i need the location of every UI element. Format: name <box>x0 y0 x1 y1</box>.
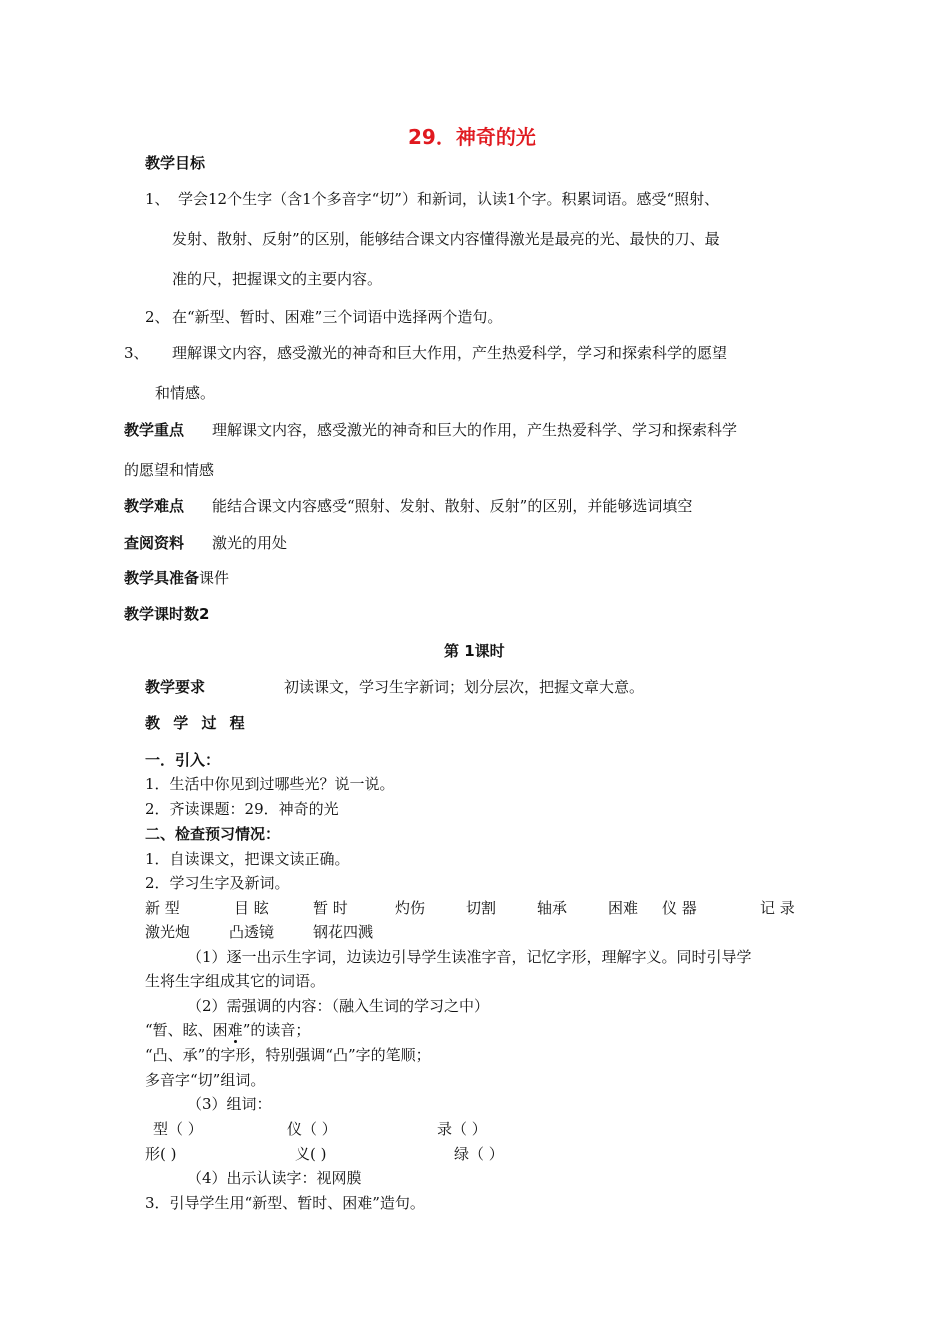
hours-label: 教学课时数 <box>124 605 200 623</box>
word-sparks: 钢花四溅 <box>313 923 374 941</box>
fill-record: 录（ ） <box>437 1120 487 1138</box>
goal-3-line-1: 理解课文内容，感受激光的神奇和巨大作用，产生热爱科学，学习和探索科学的愿望 <box>172 344 728 362</box>
word-cut: 切割 <box>466 899 497 917</box>
difficulty-label: 教学难点 <box>124 497 185 515</box>
key-point-label: 教学重点 <box>124 421 185 439</box>
step-3: （3）组词： <box>187 1095 272 1113</box>
note-1-part-b: ”的读音； <box>242 1021 311 1039</box>
key-point-line-1: 理解课文内容，感受激光的神奇和巨大的作用，产生热爱科学、学习和探索科学 <box>212 421 738 439</box>
fill-shape: 形( ) <box>145 1145 177 1163</box>
fill-instrument: 仪（ ） <box>287 1120 337 1138</box>
goal-2-text: 在“新型、暂时、困难”三个词语中选择两个造句。 <box>172 308 503 326</box>
section-1-item-2: 2．齐读课题：29．神奇的光 <box>145 800 339 818</box>
word-bearing: 轴承 <box>537 899 568 917</box>
section-2-item-2: 2．学习生字及新词。 <box>145 874 290 892</box>
note-1-part-a: “暂、眩、困 <box>145 1021 228 1039</box>
word-laser-cannon: 激光炮 <box>145 923 191 941</box>
goal-1-line-2: 发射、散射、反射”的区别，能够结合课文内容懂得激光是最亮的光、最快的刀、最 <box>172 230 720 248</box>
reference-label: 查阅资料 <box>124 534 185 552</box>
word-difficulty: 困难 <box>608 899 639 917</box>
hours-line <box>124 604 209 624</box>
word-dazzle: 目 眩 <box>234 899 269 917</box>
step-2: （2）需强调的内容：（融入生词的学习之中） <box>187 997 490 1015</box>
difficulty-text: 能结合课文内容感受“照射、发射、散射、反射”的区别，并能够选词填空 <box>212 497 693 515</box>
tools-text: 课件 <box>199 569 230 587</box>
word-record: 记 录 <box>760 899 795 917</box>
key-point-line-2: 的愿望和情感 <box>124 461 215 479</box>
fill-type: 型（ ） <box>153 1120 203 1138</box>
fill-meaning: 义( ) <box>295 1145 327 1163</box>
tools-line <box>124 568 229 588</box>
fill-green: 绿（ ） <box>454 1145 504 1163</box>
requirement-label: 教学要求 <box>145 678 206 696</box>
goals-heading: 教学目标 <box>145 154 206 172</box>
note-shape: “凸、承”的字形，特别强调“凸”字的笔顺； <box>145 1046 431 1064</box>
section-2-item-3: 3．引导学生用“新型、暂时、困难”造句。 <box>145 1194 425 1212</box>
page-title: 29．神奇的光 <box>408 125 536 149</box>
section-1-item-1: 1．生活中你见到过哪些光？说一说。 <box>145 775 395 793</box>
word-new-type: 新 型 <box>145 899 180 917</box>
section-2-item-1: 1．自读课文，把课文读正确。 <box>145 850 350 868</box>
goal-2-number: 2、 <box>145 308 170 326</box>
step-4: （4）出示认读字：视网膜 <box>187 1169 362 1187</box>
goal-3-number: 3、 <box>124 344 149 362</box>
goal-1-number: 1、 <box>145 190 170 208</box>
requirement-text: 初读课文，学习生字新词；划分层次，把握文章大意。 <box>284 678 645 696</box>
section-2-heading: 二、检查预习情况： <box>145 825 281 843</box>
goal-1-line-3: 准的尺，把握课文的主要内容。 <box>172 270 383 288</box>
section-1-heading: 一．引入： <box>145 751 221 769</box>
hours-value: 2 <box>199 605 210 623</box>
note-1-dotted-char: 难 <box>227 1021 243 1039</box>
goal-3-line-2: 和情感。 <box>155 384 216 402</box>
process-heading: 教 学 过 程 <box>145 714 249 732</box>
goal-1-line-1: 学会12个生字（含1个多音字“切”）和新词，认读1个字。积累词语。感受“照射、 <box>178 190 720 208</box>
note-pronunciation <box>145 1020 310 1040</box>
reference-text: 激光的用处 <box>212 534 288 552</box>
step-1-line-1: （1）逐一出示生字词，边读边引导学生读准字音，记忆字形，理解字义。同时引导学 <box>187 948 752 966</box>
word-convex-lens: 凸透镜 <box>229 923 275 941</box>
word-instrument: 仪 器 <box>662 899 697 917</box>
lesson-heading: 第 1课时 <box>444 642 505 660</box>
tools-label: 教学具准备 <box>124 569 200 587</box>
word-temporary: 暂 时 <box>313 899 348 917</box>
word-burn: 灼伤 <box>395 899 426 917</box>
step-1-line-2: 生将生字组成其它的词语。 <box>145 972 326 990</box>
note-polyphone: 多音字“切”组词。 <box>145 1071 266 1089</box>
